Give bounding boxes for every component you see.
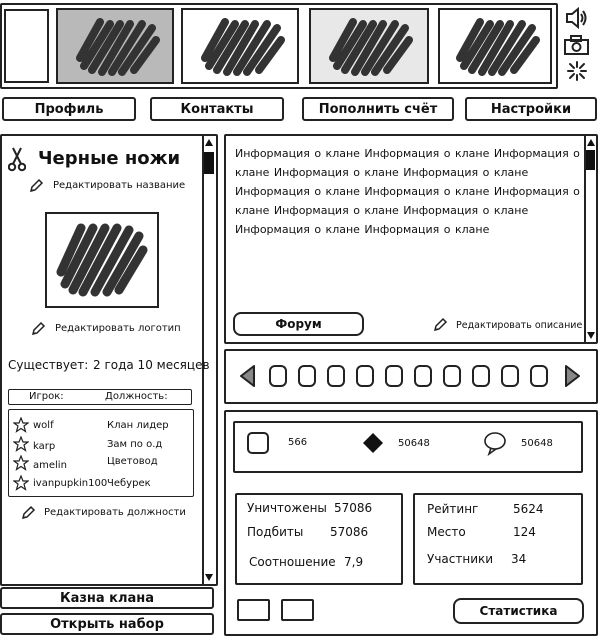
member-name: wolf [33, 420, 54, 431]
carousel-slot[interactable] [501, 365, 519, 387]
members-count-value: 34 [511, 552, 527, 566]
list-item[interactable] [11, 474, 191, 492]
clan-info-text: Информация о клане Информация о клане Информация о клане Информация о клане Информация о клане Информация о клане Информация о клане Информация о клане Информация о клане Информация о клане Информация о клане Информация о клане [235, 147, 580, 236]
hit-label: Подбиты [247, 525, 304, 539]
member-role: Цветовод [107, 456, 158, 467]
carousel-slot[interactable] [327, 365, 345, 387]
list-item[interactable] [11, 435, 191, 453]
list-item[interactable] [11, 416, 191, 434]
list-item[interactable] [11, 454, 191, 472]
carousel-slot[interactable] [472, 365, 490, 387]
diamond-icon [361, 431, 385, 455]
member-name: amelin [33, 460, 67, 471]
member-role: Чебурек [107, 478, 151, 489]
carousel-slot[interactable] [530, 365, 548, 387]
rating-value: 5624 [513, 502, 544, 516]
nav-contacts-button[interactable]: Контакты [150, 97, 284, 121]
scroll-thumb[interactable] [204, 152, 214, 174]
scissors-icon [8, 146, 26, 172]
scroll-thumb[interactable] [586, 150, 595, 170]
ratio-label: Соотношение [249, 555, 336, 569]
small-button-2[interactable] [281, 599, 314, 621]
spark-icon[interactable] [565, 60, 589, 82]
camera-icon[interactable] [563, 34, 591, 56]
edit-roles-pencil-icon[interactable] [20, 505, 36, 521]
rating-label: Рейтинг [427, 502, 479, 516]
statistics-button[interactable]: Статистика [453, 598, 584, 624]
clan-logo [45, 212, 159, 308]
carousel-next-icon[interactable] [563, 363, 583, 389]
edit-logo-link[interactable]: Редактировать логотип [55, 323, 181, 334]
carousel-slot[interactable] [414, 365, 432, 387]
members-header [8, 389, 192, 405]
scroll-down-icon[interactable] [587, 332, 595, 339]
scroll-down-icon[interactable] [205, 574, 213, 581]
member-name: ivanpupkin100 [33, 478, 108, 489]
stat-3: 50648 [521, 438, 553, 449]
member-role: Клан лидер [107, 420, 169, 431]
carousel-slot[interactable] [269, 365, 287, 387]
carousel-slot[interactable] [298, 365, 316, 387]
exists-value: 2 года 10 месяцев [93, 358, 210, 372]
edit-desc-link[interactable]: Редактировать описание [456, 320, 583, 331]
speaker-icon[interactable] [564, 6, 590, 30]
place-label: Место [427, 525, 466, 539]
star-icon [13, 417, 29, 433]
star-icon [13, 436, 29, 452]
carousel-slot[interactable] [356, 365, 374, 387]
carousel-slot[interactable] [443, 365, 461, 387]
carousel-slot[interactable] [385, 365, 403, 387]
place-value: 124 [513, 525, 536, 539]
thumbnail-3[interactable] [309, 8, 429, 84]
treasury-button[interactable]: Казна клана [0, 587, 214, 609]
stat-2: 50648 [398, 438, 430, 449]
col-player-header: Игрок: [29, 391, 64, 402]
edit-logo-pencil-icon[interactable] [30, 321, 46, 337]
thumbnail-4[interactable] [438, 8, 552, 84]
scroll-up-icon[interactable] [587, 139, 595, 146]
exists-label: Существует: [8, 358, 89, 372]
edit-name-link[interactable]: Редактировать название [53, 180, 186, 191]
square-icon [247, 432, 269, 454]
ratio-value: 7,9 [344, 555, 364, 569]
col-position-header: Должность: [105, 391, 168, 402]
nav-profile-button[interactable]: Профиль [2, 97, 136, 121]
members-count-label: Участники [427, 552, 494, 566]
nav-topup-button[interactable]: Пополнить счёт [302, 97, 454, 121]
carousel-prev-icon[interactable] [237, 363, 257, 389]
nav-settings-button[interactable]: Настройки [465, 97, 597, 121]
thumbnail-blank[interactable] [4, 9, 49, 83]
small-button-1[interactable] [237, 599, 270, 621]
member-name: karp [33, 441, 56, 452]
members-list [8, 409, 194, 497]
destroyed-label: Уничтожены [247, 501, 327, 515]
thumbnail-1[interactable] [56, 8, 174, 84]
recruit-button[interactable]: Открыть набор [0, 613, 214, 635]
clan-name: Черные ножи [38, 148, 181, 169]
destroyed-value: 57086 [334, 501, 373, 515]
speech-bubble-icon [482, 430, 508, 456]
scroll-up-icon[interactable] [205, 139, 213, 146]
thumbnail-2[interactable] [181, 8, 299, 84]
member-role: Зам по о.д [107, 439, 163, 450]
star-icon [13, 455, 29, 471]
edit-name-pencil-icon[interactable] [28, 178, 44, 194]
info-panel-scrollbar[interactable] [584, 136, 596, 342]
star-icon [13, 475, 29, 491]
forum-button[interactable]: Форум [233, 312, 364, 336]
stat-1: 566 [288, 437, 308, 448]
hit-value: 57086 [330, 525, 369, 539]
edit-desc-pencil-icon[interactable] [432, 317, 448, 333]
edit-roles-link[interactable]: Редактировать должности [44, 507, 186, 518]
